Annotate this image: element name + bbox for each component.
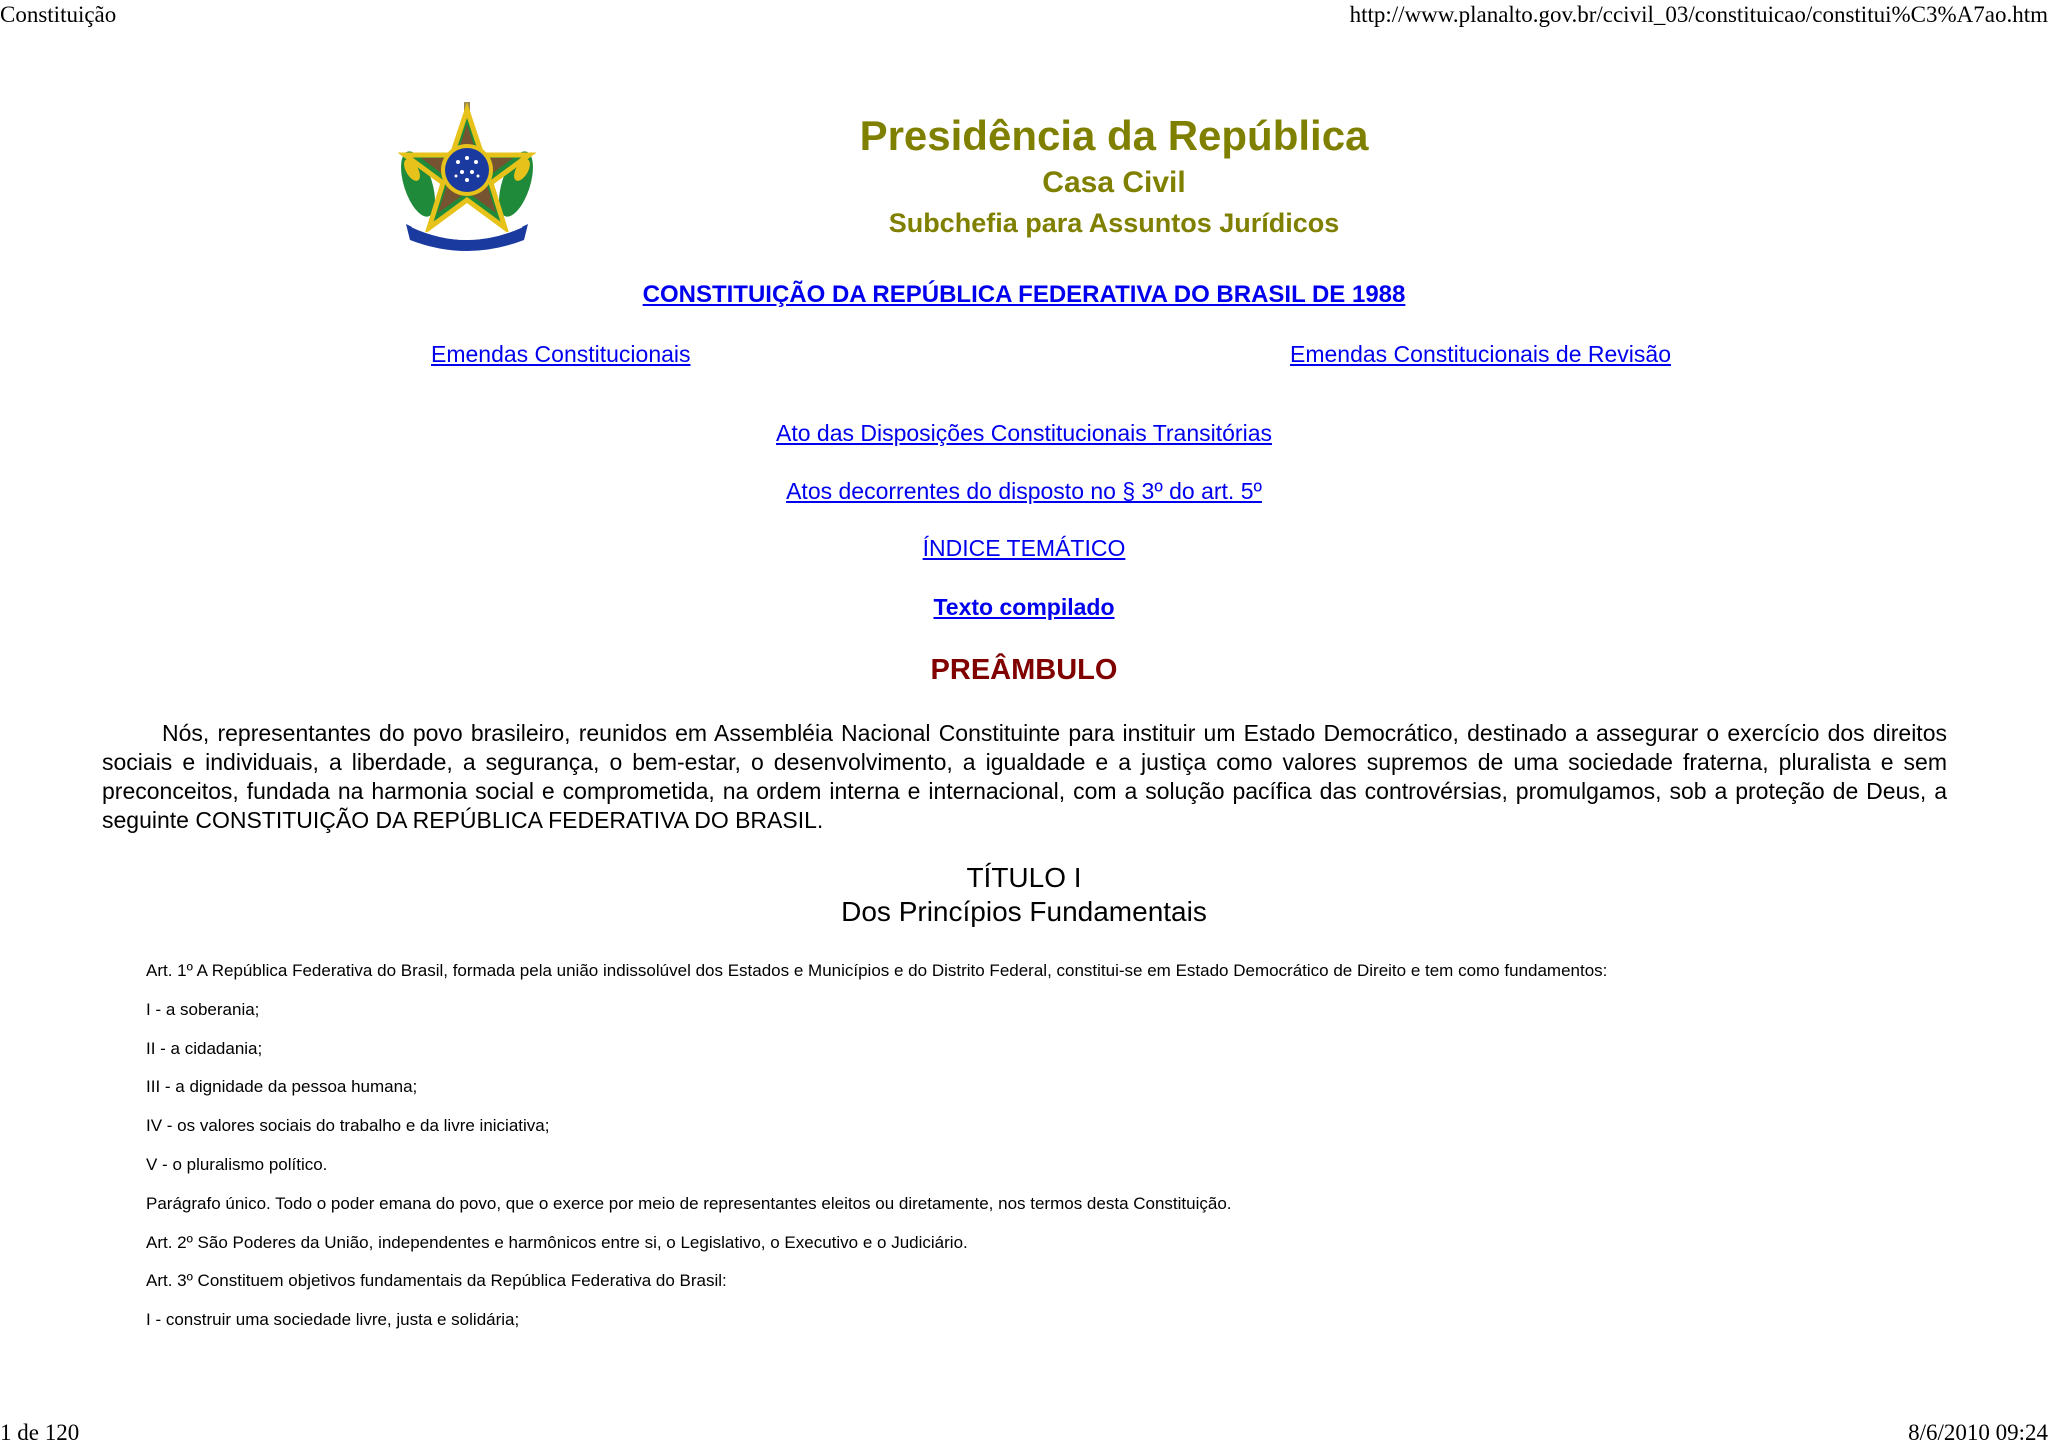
print-header-url: http://www.planalto.gov.br/ccivil_03/constituicao/constitui%C3%A7ao.htm [1349, 2, 2048, 27]
article-paragraph: Parágrafo único. Todo o poder emana do povo, que o exerce por meio de representantes eleitos ou diretamente, nos termos desta Constituição. [146, 1193, 1232, 1213]
adct-link[interactable]: Ato das Disposições Constitucionais Transitórias [775, 420, 1272, 446]
article-paragraph: I - construir uma sociedade livre, justa e solidária; [146, 1310, 520, 1330]
article-paragraph: IV - os valores sociais do trabalho e da livre iniciativa; [146, 1116, 550, 1136]
article-paragraph: Art. 3º Constituem objetivos fundamentais da República Federativa do Brasil: [146, 1271, 727, 1291]
title-name: Dos Princípios Fundamentais [841, 896, 1207, 927]
article-paragraph: III - a dignidade da pessoa humana; [146, 1077, 418, 1097]
print-header-title: Constituição [0, 2, 117, 27]
indice-tematico-link[interactable]: ÍNDICE TEMÁTICO [922, 535, 1126, 561]
article-paragraph: Art. 2º São Poderes da União, independentes e harmônicos entre si, o Legislativo, o Executivo e o Judiciário. [146, 1232, 968, 1252]
page-subtitle: Casa Civil [1042, 166, 1186, 199]
atos-decorrentes-link[interactable]: Atos decorrentes do disposto no § 3º do art. 5º [786, 478, 1262, 504]
preamble-text: Nós, representantes do povo brasileiro, reunidos em Assembléia Nacional Constituinte para instituir um Estado Democrático, destinado a assegurar o exercício dos direitos sociais e individuais, a liberdade, a segurança, o bem-estar, o desenvolvimento, a igualdade e a justiça como valores supremos de uma sociedade fraterna, pluralista e sem preconceitos, fundada na harmonia social e comprometida, na ordem interna e internacional, com a solução pacífica das controvérsias, promulgamos, sob a proteção de Deus, a seguinte CONSTITUIÇÃO DA REPÚBLICA FEDERATIVA DO BRASIL. [102, 720, 1947, 833]
print-timestamp: 8/6/2010 09:24 [1908, 1420, 2048, 1445]
page-counter: 1 de 120 [0, 1420, 80, 1445]
page-subtitle-secondary: Subchefia para Assuntos Jurídicos [888, 208, 1340, 238]
article-paragraph: I - a soberania; [146, 999, 260, 1019]
page-title: Presidência da República [859, 112, 1369, 159]
emendas-constitucionais-link[interactable]: Emendas Constitucionais [431, 341, 691, 367]
texto-compilado-link[interactable]: Texto compilado [933, 594, 1115, 620]
title-number: TÍTULO I [966, 862, 1082, 893]
constitution-title-link[interactable]: CONSTITUIÇÃO DA REPÚBLICA FEDERATIVA DO BRASIL DE 1988 [642, 281, 1406, 308]
preamble-heading: PREÂMBULO [930, 654, 1118, 686]
emendas-revisao-link[interactable]: Emendas Constitucionais de Revisão [1290, 341, 1671, 367]
article-paragraph: Art. 1º A República Federativa do Brasil, formada pela união indissolúvel dos Estados e Municípios e do Distrito Federal, constitui-se em Estado Democrático de Direito e tem como fundamentos: [146, 961, 1608, 980]
article-paragraph: V - o pluralismo político. [146, 1154, 328, 1174]
article-paragraph: II - a cidadania; [146, 1038, 263, 1058]
article-list [146, 960, 1607, 1348]
